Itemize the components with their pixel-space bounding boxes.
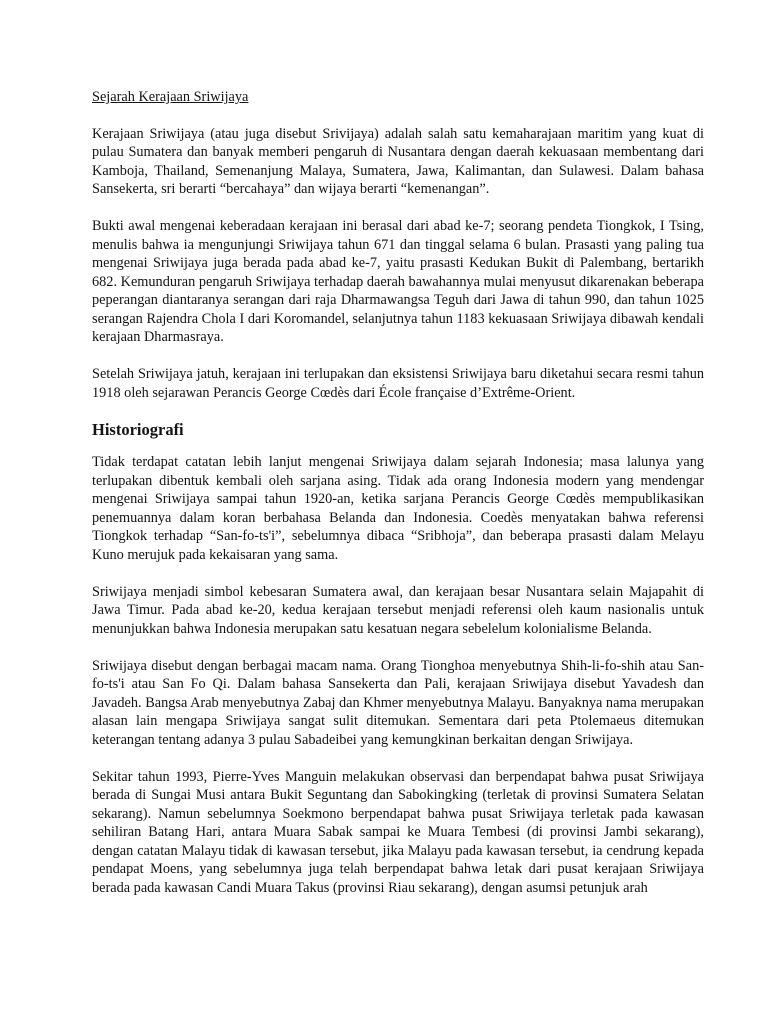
document-title: Sejarah Kerajaan Sriwijaya [92, 89, 249, 105]
intro-paragraph-3: Setelah Sriwijaya jatuh, kerajaan ini terlupakan dan eksistensi Sriwijaya baru diketahui secara resmi tahun 1918 oleh sejarawan Perancis George Cœdès dari École française d’Extrême-Orient. [92, 366, 704, 401]
document-page [92, 88, 704, 916]
section-paragraph-1: Tidak terdapat catatan lebih lanjut mengenai Sriwijaya dalam sejarah Indonesia; masa lalunya yang terlupakan dibentuk kembali oleh sarjana asing. Tidak ada orang Indonesia modern yang mendengar mengenai Sriwijaya sampai tahun 1920-an, ketika sarjana Perancis George Cœdès mempublikasikan penemuannya dalam koran berbahasa Belanda dan Indonesia. Coedès menyatakan bahwa referensi Tiongkok terhadap “San-fo-ts'i”, sebelumnya dibaca “Sribhoja”, dan beberapa prasasti dalam Melayu Kuno merujuk pada kekaisaran yang sama. [92, 454, 704, 563]
section-heading-historiografi: Historiografi [92, 419, 184, 439]
section-paragraph-2: Sriwijaya menjadi simbol kebesaran Sumatera awal, dan kerajaan besar Nusantara selain Majapahit di Jawa Timur. Pada abad ke-20, kedua kerajaan tersebut menjadi referensi oleh kaum nasionalis untuk menunjukkan bahwa Indonesia merupakan satu kesatuan negara sebelelum kolonialisme Belanda. [92, 583, 704, 637]
intro-paragraph-2: Bukti awal mengenai keberadaan kerajaan ini berasal dari abad ke-7; seorang pendeta Tiongkok, I Tsing, menulis bahwa ia mengunjungi Sriwijaya tahun 671 dan tinggal selama 6 bulan. Prasasti yang paling tua mengenai Sriwijaya juga berada pada abad ke-7, yaitu prasasti Kedukan Bukit di Palembang, bertarikh 682. Kemunduran pengaruh Sriwijaya terhadap daerah bawahannya mulai menyusut dikarenakan beberapa peperangan diantaranya serangan dari raja Dharmawangsa Teguh dari Jawa di tahun 990, dan tahun 1025 serangan Rajendra Chola I dari Koromandel, selanjutnya tahun 1183 kekuasaan Sriwijaya dibawah kendali kerajaan Dharmasraya. [92, 218, 704, 345]
section-paragraph-3: Sriwijaya disebut dengan berbagai macam nama. Orang Tionghoa menyebutnya Shih-li-fo-shih atau San-fo-ts'i atau San Fo Qi. Dalam bahasa Sansekerta dan Pali, kerajaan Sriwijaya disebut Yavadesh dan Javadeh. Bangsa Arab menyebutnya Zabaj dan Khmer menyebutnya Malayu. Banyaknya nama merupakan alasan lain mengapa Sriwijaya sangat sulit ditemukan. Sementara dari peta Ptolemaeus ditemukan keterangan tentang adanya 3 pulau Sabadeibei yang kemungkinan berkaitan dengan Sriwijaya. [92, 657, 704, 748]
intro-paragraph-1: Kerajaan Sriwijaya (atau juga disebut Srivijaya) adalah salah satu kemaharajaan maritim yang kuat di pulau Sumatera dan banyak memberi pengaruh di Nusantara dengan daerah kekuasaan membentang dari Kamboja, Thailand, Semenanjung Malaya, Sumatera, Jawa, Kalimantan, dan Sulawesi. Dalam bahasa Sansekerta, sri berarti “bercahaya” dan wijaya berarti “kemenangan”. [92, 125, 704, 197]
section-paragraph-4: Sekitar tahun 1993, Pierre-Yves Manguin melakukan observasi dan berpendapat bahwa pusat Sriwijaya berada di Sungai Musi antara Bukit Seguntang dan Sabokingking (terletak di provinsi Sumatera Selatan sekarang). Namun sebelumnya Soekmono berpendapat bahwa pusat Sriwijaya terletak pada kawasan sehiliran Batang Hari, antara Muara Sabak sampai ke Muara Tembesi (di provinsi Jambi sekarang), dengan catatan Malayu tidak di kawasan tersebut, jika Malayu pada kawasan tersebut, ia cendrung kepada pendapat Moens, yang sebelumnya juga telah berpendapat bahwa letak dari pusat kerajaan Sriwijaya berada pada kawasan Candi Muara Takus (provinsi Riau sekarang), dengan asumsi petunjuk arah [92, 768, 704, 896]
